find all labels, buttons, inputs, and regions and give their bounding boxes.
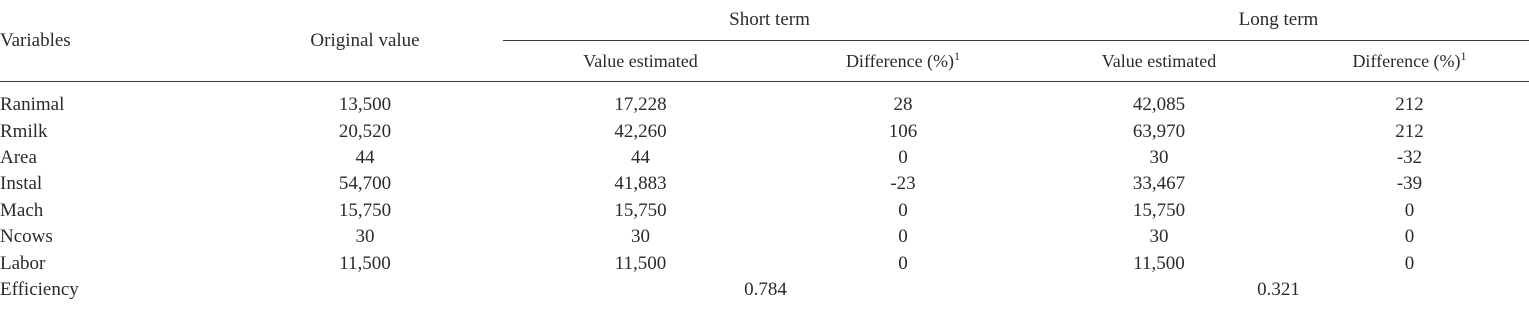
original-value: 13,500 — [338, 94, 392, 116]
difference-label: Difference (%) — [845, 50, 955, 71]
long-term-estimate: 11,500 — [1133, 252, 1185, 274]
table-row — [0, 250, 1529, 276]
header-original-value: Original value — [227, 0, 503, 82]
header-long-term: Long term — [1028, 0, 1529, 41]
footnote-mark: 1 — [954, 48, 961, 63]
efficiency-row — [0, 277, 1529, 303]
long-term-difference: -39 — [1396, 173, 1423, 195]
long-term-difference: -32 — [1396, 146, 1423, 168]
long-term-estimate: 33,467 — [1132, 173, 1186, 195]
variable-name: Ncows — [0, 226, 53, 248]
efficiency-label: Efficiency — [0, 278, 79, 300]
header-short-difference — [778, 41, 1028, 82]
difference-label: Difference (%) — [1352, 50, 1461, 71]
short-term-difference: -23 — [890, 173, 916, 195]
short-term-difference: 28 — [893, 94, 913, 116]
efficiency-short-term: 0.784 — [744, 278, 787, 300]
variable-name: Mach — [0, 199, 44, 221]
efficiency-long-term: 0.321 — [1257, 278, 1300, 300]
table-row — [0, 171, 1529, 197]
table-header — [0, 0, 1529, 82]
original-value: 11,500 — [339, 252, 391, 274]
short-term-estimate: 42,260 — [614, 120, 667, 142]
long-term-estimate: 15,750 — [1132, 199, 1186, 221]
short-term-difference: 0 — [898, 252, 908, 274]
long-term-difference: 0 — [1404, 252, 1415, 274]
original-value: 15,750 — [338, 199, 392, 221]
short-term-estimate: 44 — [631, 146, 650, 168]
header-short-term: Short term — [503, 0, 1028, 41]
short-term-estimate: 15,750 — [614, 199, 667, 221]
short-term-difference: 106 — [888, 120, 918, 142]
short-term-estimate: 41,883 — [614, 173, 667, 195]
table-row — [0, 82, 1529, 119]
short-term-difference: 0 — [898, 199, 908, 221]
variable-name: Instal — [0, 173, 43, 195]
efficiency-original-empty — [227, 277, 503, 303]
long-term-estimate: 63,970 — [1132, 120, 1186, 142]
short-term-estimate: 17,228 — [614, 94, 667, 116]
original-value: 20,520 — [338, 120, 392, 142]
original-value: 44 — [355, 146, 375, 168]
long-term-difference: 212 — [1395, 120, 1424, 142]
short-term-difference: 0 — [898, 226, 908, 248]
long-term-estimate: 30 — [1149, 146, 1169, 168]
long-term-estimate: 42,085 — [1132, 94, 1186, 116]
header-variables: Variables — [0, 0, 227, 82]
variable-name: Rmilk — [0, 120, 48, 142]
short-term-estimate: 30 — [631, 226, 650, 248]
header-long-difference — [1290, 41, 1529, 82]
footnote-mark: 1 — [1460, 48, 1467, 63]
header-long-value-estimated: Value estimated — [1028, 41, 1290, 82]
header-short-value-estimated: Value estimated — [503, 41, 778, 82]
table-row — [0, 224, 1529, 250]
long-term-estimate: 30 — [1149, 226, 1169, 248]
long-term-difference: 212 — [1395, 94, 1424, 116]
short-term-difference: 0 — [898, 146, 908, 168]
variable-name: Labor — [0, 252, 46, 274]
table-row — [0, 145, 1529, 171]
table-row — [0, 118, 1529, 144]
short-term-estimate: 11,500 — [614, 252, 667, 274]
table-body — [0, 82, 1529, 304]
long-term-difference: 0 — [1404, 226, 1415, 248]
original-value: 30 — [355, 226, 375, 248]
variable-name: Ranimal — [0, 94, 65, 116]
long-term-difference: 0 — [1404, 199, 1415, 221]
header-row-groups — [0, 0, 1529, 41]
variable-name: Area — [0, 146, 37, 168]
original-value: 54,700 — [338, 173, 392, 195]
table-row — [0, 198, 1529, 224]
